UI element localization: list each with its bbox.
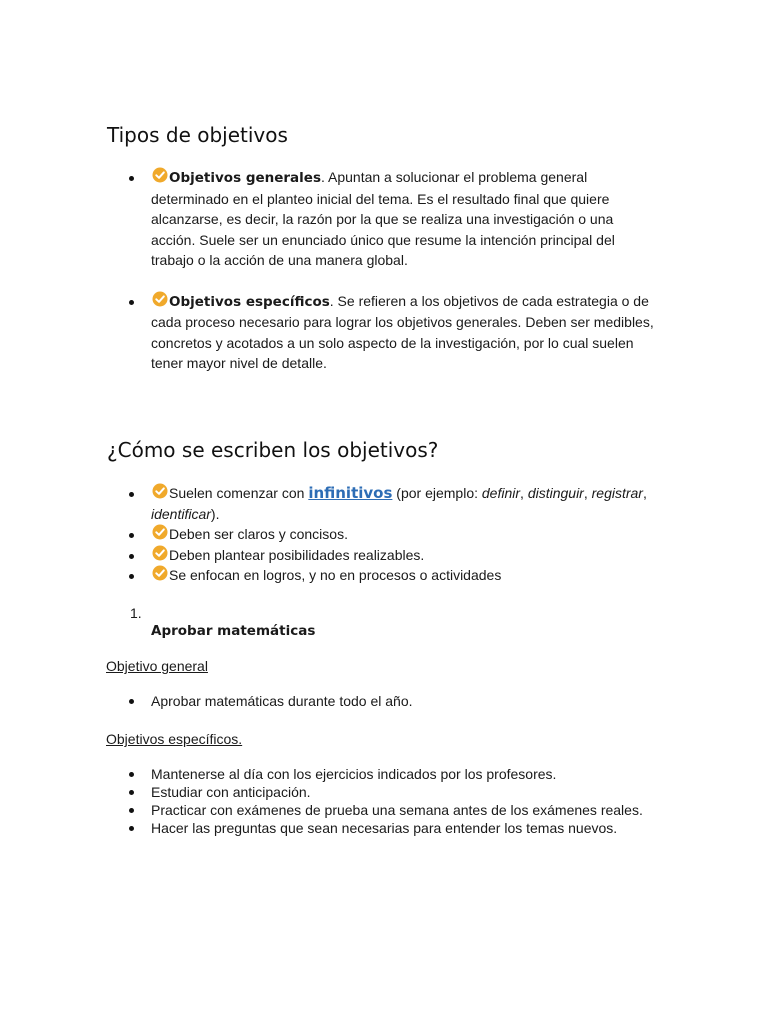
list-item: Practicar con exámenes de prueba una semana antes de los exámenes reales.: [0, 801, 656, 819]
rule-text-end: ).: [210, 505, 220, 522]
objetivo-general-label: Objetivo general: [106, 658, 208, 674]
list-item: Mantenerse al día con los ejercicios indicados por los profesores.: [0, 765, 656, 783]
separator: ,: [583, 485, 592, 501]
check-badge-icon: [152, 565, 168, 581]
example-title: Aprobar matemáticas: [151, 623, 316, 639]
description-objetivos-especificos: . Se refieren a los objetivos de cada estrategia o de cada proceso necesario para lograr los objetivos generales. Deben ser medibles, concretos y acotados a un solo aspecto de la investigación, por lo cual suelen tener mayor nivel de detalle.: [151, 292, 654, 371]
heading-como-se-escriben: ¿Cómo se escriben los objetivos?: [107, 438, 439, 462]
infinitivos-link[interactable]: infinitivos: [308, 484, 393, 502]
list-item: Estudiar con anticipación.: [0, 783, 656, 801]
example-registrar: registrar: [591, 485, 643, 501]
list-item: Aprobar matemáticas durante todo el año.: [0, 692, 656, 710]
rule-text-middle: (por ejemplo:: [392, 485, 482, 501]
list-item-posibilidades: [0, 545, 656, 566]
ordered-list-number: 1.: [130, 605, 142, 621]
rule-text-start: Suelen comenzar con: [169, 485, 309, 501]
list-item-claros-concisos: [0, 524, 656, 545]
rule-text: Se enfocan en logros, y no en procesos o actividades: [169, 567, 502, 583]
list-item-infinitivos: [0, 483, 656, 524]
writing-rules-list: [0, 483, 768, 586]
check-badge-icon: [152, 524, 168, 540]
term-objetivos-generales: Objetivos generales: [169, 170, 321, 186]
example-definir: definir: [481, 485, 521, 501]
check-badge-icon: [152, 291, 168, 307]
check-badge-icon: [152, 545, 168, 561]
example-distinguir: distinguir: [527, 485, 584, 501]
objective-types-list: [0, 167, 768, 394]
check-badge-icon: [152, 167, 168, 183]
general-objective-list: [0, 692, 768, 710]
objetivos-especificos-label: Objetivos específicos.: [106, 731, 243, 747]
list-item-objetivos-generales: [0, 167, 656, 271]
term-objetivos-especificos: Objetivos específicos: [169, 293, 330, 310]
separator: ,: [642, 485, 647, 501]
separator: ,: [520, 485, 528, 501]
list-item-objetivos-especificos: [0, 291, 656, 374]
rule-text: Deben ser claros y concisos.: [169, 526, 348, 542]
description-objetivos-generales: . Apuntan a solucionar el problema general determinado en el planteo inicial del tema. Es el resultado final que quiere alcanzarse, es decir, la razón por la que se realiza una investigación o una acción. Suele ser un enunciado único que resume la intención principal del trabajo o la acción de una manera global.: [151, 169, 615, 268]
rule-text: Deben plantear posibilidades realizables.: [169, 546, 425, 563]
heading-tipos-de-objetivos: Tipos de objetivos: [107, 123, 288, 147]
specific-objectives-list: [0, 765, 768, 837]
check-badge-icon: [152, 483, 168, 499]
list-item-logros: [0, 565, 656, 586]
list-item: Hacer las preguntas que sean necesarias para entender los temas nuevos.: [0, 819, 656, 837]
example-identificar: identificar: [151, 505, 211, 522]
